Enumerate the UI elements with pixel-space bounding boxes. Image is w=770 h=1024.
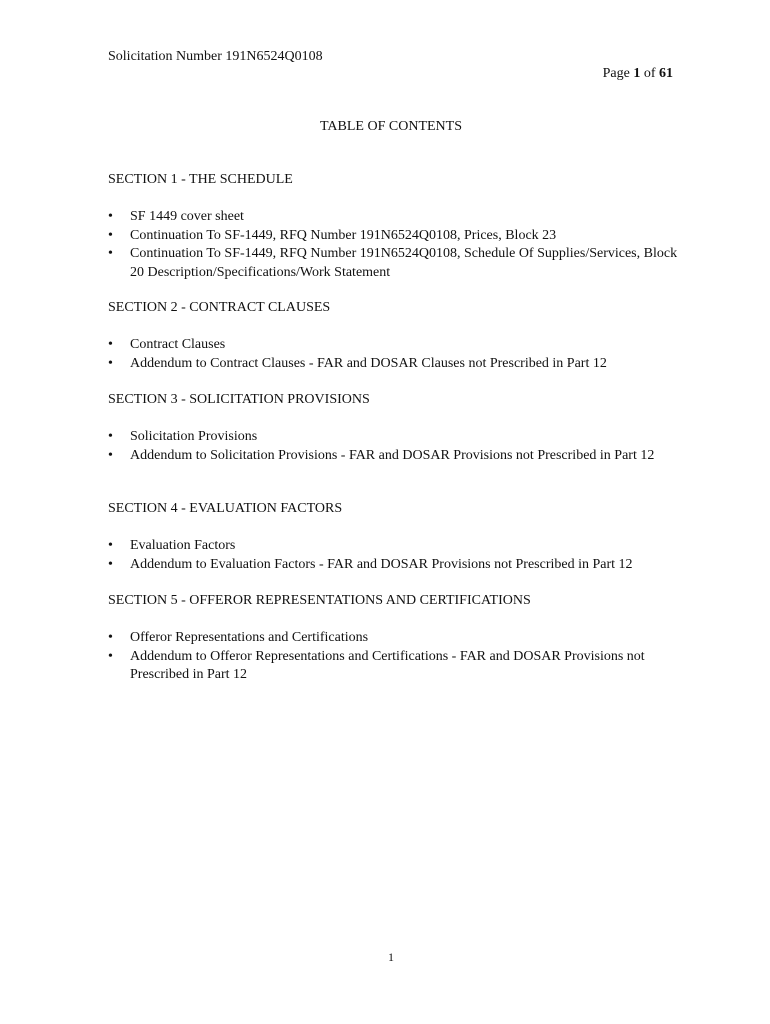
bullet-icon: • (108, 209, 113, 224)
list-item (108, 245, 688, 282)
bullet-icon: • (108, 538, 113, 553)
section-heading-5: SECTION 5 - OFFEROR REPRESENTATIONS AND CERTIFICATIONS (108, 593, 531, 608)
section-2-list (108, 336, 688, 373)
list-item (108, 208, 688, 227)
list-item-text: Addendum to Solicitation Provisions - FAR and DOSAR Provisions not Prescribed in Part 12 (130, 447, 655, 463)
section-heading-1: SECTION 1 - THE SCHEDULE (108, 172, 293, 187)
list-item (108, 648, 688, 685)
bullet-icon: • (108, 227, 113, 243)
list-item-text: Continuation To SF-1449, RFQ Number 191N6524Q0108, Schedule Of Supplies/Services, Block 20 Description/Specifications/Work Statement (130, 246, 678, 280)
footer-page-number: 1 (388, 950, 394, 964)
list-item-text: Addendum to Contract Clauses - FAR and DOSAR Clauses not Prescribed in Part 12 (130, 355, 607, 371)
section-heading-3: SECTION 3 - SOLICITATION PROVISIONS (108, 392, 370, 407)
list-item-text: Evaluation Factors (130, 538, 236, 553)
page-prefix: Page (602, 66, 634, 81)
section-3-list (108, 428, 688, 465)
solicitation-number: Solicitation Number 191N6524Q0108 (108, 49, 323, 64)
bullet-icon: • (108, 337, 113, 352)
list-item-text: Solicitation Provisions (130, 429, 258, 444)
section-5-list (108, 629, 688, 685)
list-item (108, 629, 688, 648)
list-item (108, 537, 688, 556)
list-item (108, 447, 688, 466)
list-item (108, 428, 688, 447)
section-heading-2: SECTION 2 - CONTRACT CLAUSES (108, 300, 331, 315)
list-item-text: SF 1449 cover sheet (130, 209, 244, 224)
section-4-list (108, 537, 688, 574)
list-item-text: Offeror Representations and Certifications (130, 630, 369, 645)
bullet-icon: • (108, 447, 113, 463)
bullet-icon: • (108, 355, 113, 371)
list-item (108, 556, 688, 575)
list-item-text: Continuation To SF-1449, RFQ Number 191N6524Q0108, Prices, Block 23 (130, 227, 557, 243)
page-mid: of (640, 66, 659, 81)
list-item (108, 355, 688, 374)
page-indicator (603, 65, 673, 84)
bullet-icon: • (108, 556, 113, 572)
toc-title: TABLE OF CONTENTS (320, 119, 462, 134)
page-current: 1 (633, 66, 641, 81)
list-item-text: Addendum to Evaluation Factors - FAR and DOSAR Provisions not Prescribed in Part 12 (130, 556, 633, 572)
page-total: 61 (659, 66, 673, 81)
section-heading-4: SECTION 4 - EVALUATION FACTORS (108, 501, 343, 516)
list-item (108, 336, 688, 355)
bullet-icon: • (108, 429, 113, 444)
bullet-icon: • (108, 246, 113, 261)
section-1-list (108, 208, 688, 282)
bullet-icon: • (108, 648, 113, 664)
list-item (108, 227, 688, 246)
list-item-text: Contract Clauses (130, 337, 226, 352)
bullet-icon: • (108, 630, 113, 645)
list-item-text: Addendum to Offeror Representations and Certifications - FAR and DOSAR Provisions not Prescribed in Part 12 (130, 648, 645, 682)
